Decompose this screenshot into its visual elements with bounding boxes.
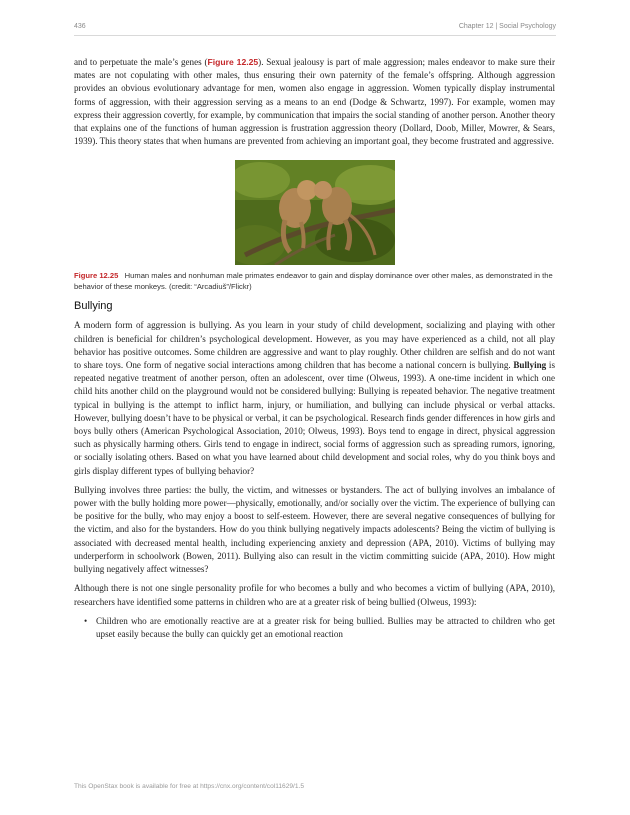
- paragraph: Bullying involves three parties: the bully, the victim, and witnesses or bystanders. The act of bullying involves an imbalance of power with the bully holding more power—physically, emotionally, and/or socially over the victim. The experience of bullying can be positive for the bully, who may enjoy a boost to self-esteem. However, there are several negative consequences of bullying for the victim, and also for the bystanders. How do you think bullying negatively impacts adolescents? Being the victim of bullying is associated with decreased mental health, including experiencing anxiety and depression (APA, 2010). Victims of bullying may underperform in schoolwork (Bowen, 2011). Bullying also can result in the victim committing suicide (APA, 2010). How might bullying negatively affect witnesses?: [74, 484, 555, 575]
- monkeys-photo: [235, 160, 395, 265]
- paragraph-text: is repeated negative treatment of another person, often an adolescent, over time (Olweus, 1993). A one-time incident in which one child hits another child on the playground would not be considered bullying: Bullying is repeated behavior. The negative treatment typical in bullying is the attempt to inflict harm, injury, or humiliation, and bullying can include physical or verbal attacks. However, bullying doesn’t have to be physical or verbal, it can be psychological. Research finds gender differences in how girls and boys bully others (American Psychological Association, 2010; Olweus, 1993). Boys tend to engage in direct, physical aggression such as physically harming others. Girls tend to engage in indirect, social forms of aggression such as spreading rumors, ignoring, or socially isolating others. Based on what you have learned about child development and social roles, why do you think boys and girls display different types of bullying behavior?: [74, 360, 555, 476]
- figure-image: [235, 160, 395, 265]
- paragraph: Although there is not one single personality profile for who becomes a bully and who becomes a victim of bullying (APA, 2010), researchers have identified some patterns in children who are at a greater risk of being bullied (Olweus, 1993):: [74, 583, 555, 607]
- bullet-list: [74, 615, 555, 641]
- section-heading: Bullying: [74, 300, 113, 313]
- paragraph: [74, 319, 555, 477]
- paragraph: [74, 56, 555, 148]
- paragraph-text: ). Sexual jealousy is part of male aggression; males endeavor to make sure their mates are not copulating with other males, thus ensuring their own paternity of the female’s offspring. Although aggression provides an obvious evolutionary advantage for men, women also engage in aggression. Women typically display instrumental forms of aggression, with their aggression serving as a means to an end (Dodge & Schwartz, 1997). For example, women may express their aggression covertly, for example, by communication that impairs the social standing of another person. Another theory that explains one of the functions of human aggression is frustration aggression theory (Dollard, Doob, Miller, Mowrer, & Sears, 1939). This theory states that when humans are prevented from achieving an important goal, they become frustrated and aggressive.: [74, 57, 555, 147]
- page-footer: This OpenStax book is available for free at https://cnx.org/content/col11629/1.5: [74, 783, 305, 790]
- paragraph-text: A modern form of aggression is bullying. As you learn in your study of child development, socializing and playing with other children is beneficial for children’s psychological development. However, as you may have experienced as a child, not all play behavior has positive outcomes. Some children are aggressive and want to play roughly. Other children are selfish and do not want to share toys. One form of negative social interactions among children that has become a national concern is bullying.: [74, 320, 555, 371]
- figure-reference-link[interactable]: Figure 12.25: [207, 57, 259, 67]
- figure-caption: [74, 271, 555, 292]
- list-item: • Children who are emotionally reactive are at a greater risk for being bullied. Bullies may be attracted to children who get upset easily because the bully can quickly get an emotional reaction: [84, 615, 555, 641]
- figure-label: Figure 12.25: [74, 271, 119, 281]
- page-body: [74, 56, 555, 641]
- key-term: Bullying: [513, 360, 547, 371]
- chapter-title: Chapter 12 | Social Psychology: [458, 23, 556, 30]
- caption-text: Human males and nonhuman male primates endeavor to gain and display dominance over other males, as demonstrated in the behavior of these monkeys. (credit: “Arcadiuš”/Flickr): [74, 271, 553, 291]
- page-header: [74, 23, 556, 30]
- header-divider: [74, 35, 556, 36]
- page-number: 436: [74, 23, 86, 30]
- paragraph-text: and to perpetuate the male’s genes (: [74, 57, 208, 67]
